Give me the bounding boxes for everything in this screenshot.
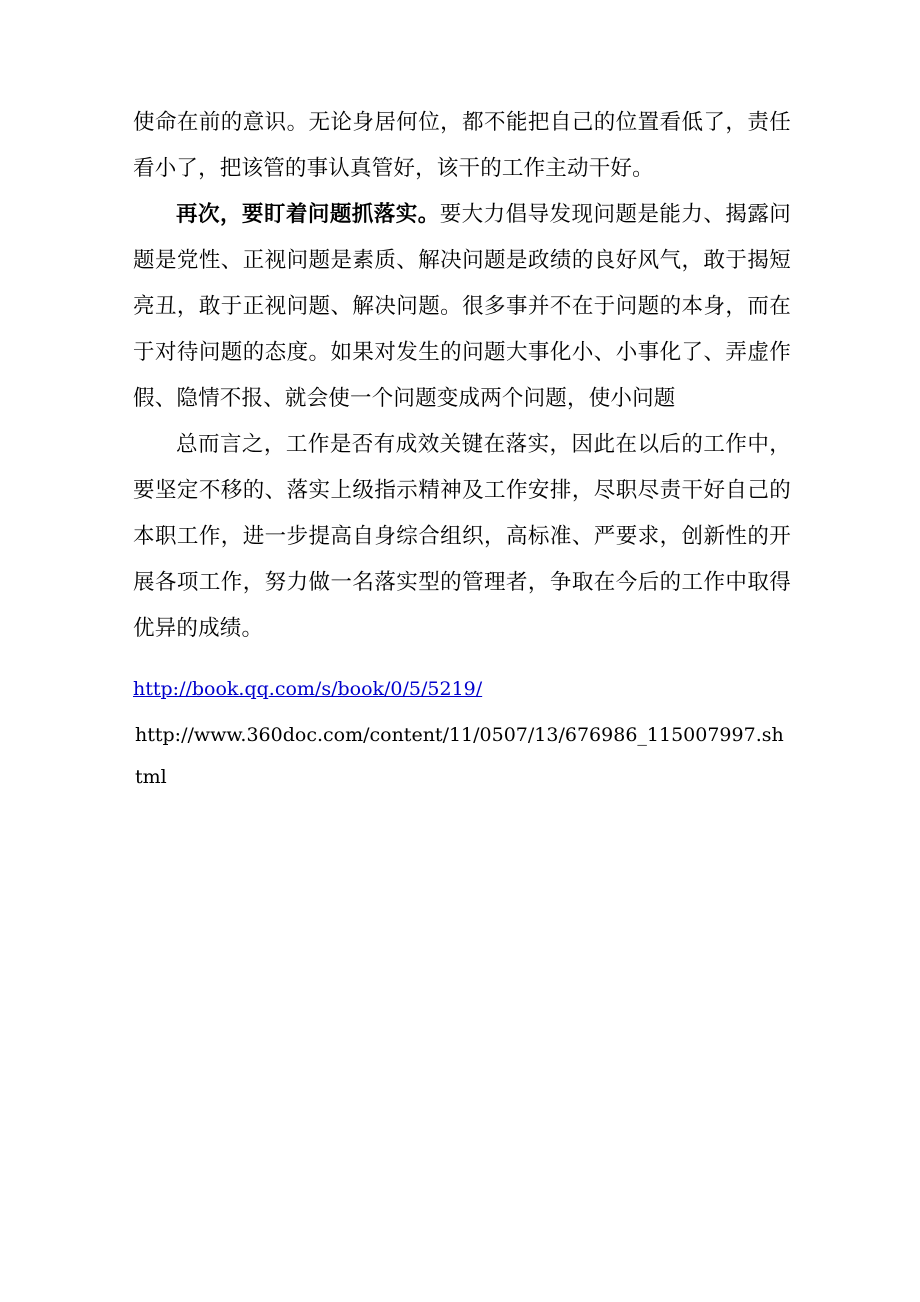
paragraph-2-lead: 再次，要盯着问题抓落实。: [176, 202, 440, 227]
paragraph-1: 使命在前的意识。无论身居何位，都不能把自己的位置看低了，责任看小了，把该管的事认真管好，该干的工作主动干好。: [133, 110, 791, 181]
source-hyperlink[interactable]: http://book.qq.com/s/book/0/5/5219/: [133, 678, 483, 700]
paragraph-2: [133, 192, 791, 422]
paragraph-2-text: 要大力倡导发现问题是能力、揭露问题是党性、正视问题是素质、解决问题是政绩的良好风气，敢于揭短亮丑，敢于正视问题、解决问题。很多事并不在于问题的本身，而在于对待问题的态度。如果对发生的问题大事化小、小事化了、弄虚作假、隐情不报、就会使一个问题变成两个问题，使小问题: [133, 202, 791, 411]
paragraph-3: 总而言之，工作是否有成效关键在落实，因此在以后的工作中，要坚定不移的、落实上级指示精神及工作安排，尽职尽责干好自己的本职工作，进一步提高自身综合组织，高标准、严要求，创新性的开展各项工作，努力做一名落实型的管理者，争取在今后的工作中取得优异的成绩。: [133, 432, 791, 641]
document-body: [133, 100, 791, 798]
source-plain-url: http://www.360doc.com/content/11/0507/13/676986_115007997.shtml: [135, 724, 784, 788]
